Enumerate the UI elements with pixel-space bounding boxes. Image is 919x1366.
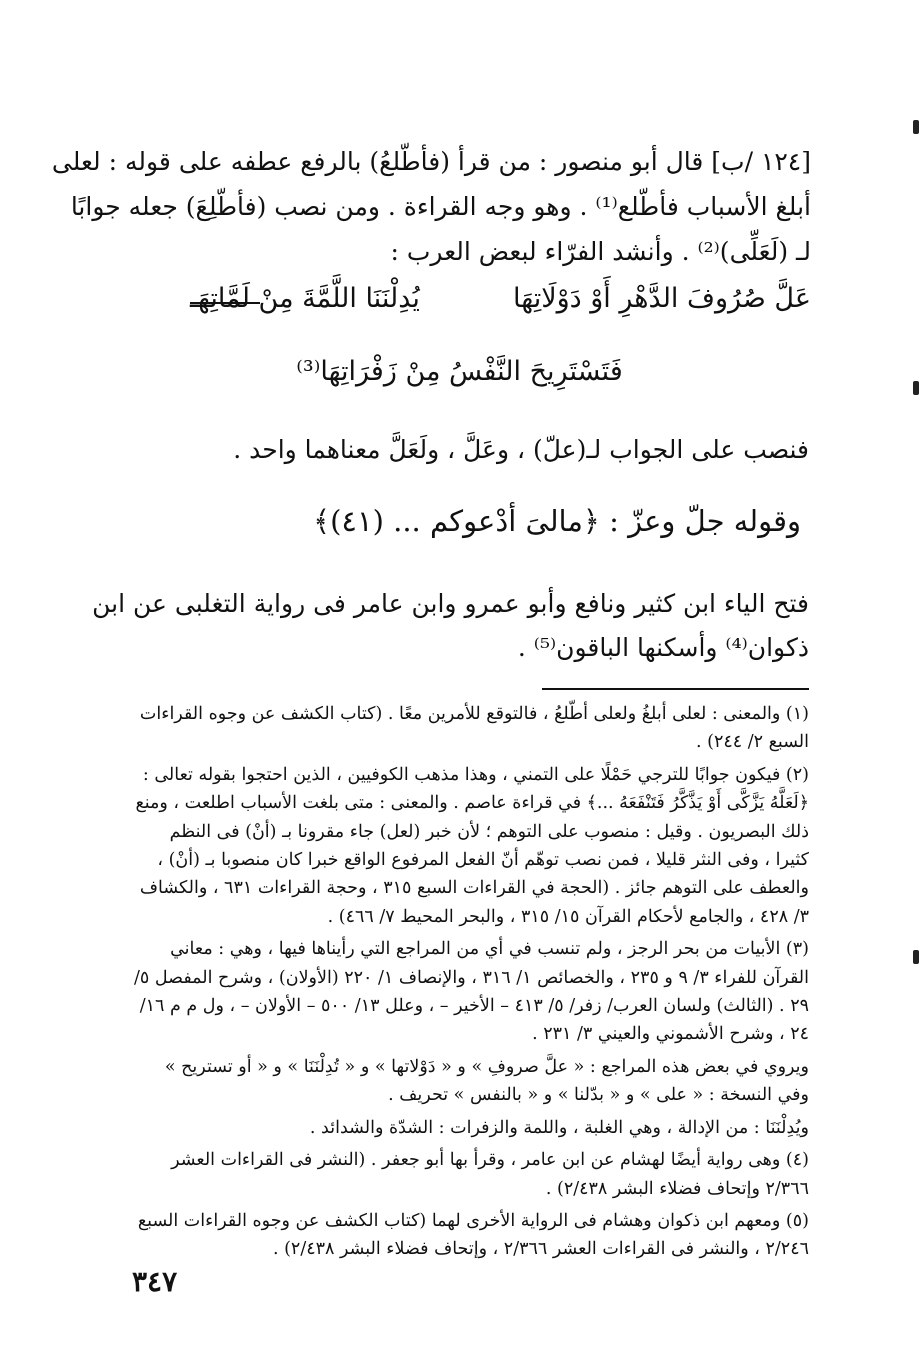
verse-1-first-hemistich: عَلَّ صُرُوفَ الدَّهْرِ أَوْ دَوْلَاتِهَا	[513, 283, 811, 314]
footnote-3-variants: ويروي في بعض هذه المراجع : « علَّ صروفِ » و « دَوْلاتها » و « تُدِلْنَنَا » و « أو تستريح » وفي النسخة : « على » و « بدّلنا » و « بالنفس » تحريف .	[164, 1056, 809, 1106]
verse-extension-line	[190, 302, 260, 304]
reading-line-1: فتح الياء ابن كثير ونافع وأبو عمرو وابن عامر فى رواية التغلبى عن ابن	[92, 589, 809, 618]
footnote-4: (٤) وهى رواية أيضًا لهشام عن ابن عامر ، وقرأ بها أبو جعفر . (النشر فى القراءات العشر ٢/٣٦٦ وإتحاف فضلاء البشر ٢/٤٣٨) .	[171, 1150, 809, 1199]
main-line-3: لـ (لَعَلِّى)⁽²⁾ . وأنشد الفرّاء لبعض العرب :	[390, 237, 811, 266]
quran-verse-heading: وقوله جلّ وعزّ : ﴿مالىَ أدْعوكم ... (٤١)﴾	[313, 504, 801, 538]
footnote-3: (٣) الأبيات من بحر الرجز ، ولم تنسب في أي من المراجع التي رأيناها فيها ، وهي : معاني القرآن للفراء ٣/ ٩ و ٢٣٥ ، والخصائص ١/ ٣١٦ ، والإنصاف ١/ ٢٢٠ (الأولان) ، وشرح المفصل ٥/ ٢٩ . (الثالث) ولسان العرب/ زفر/ ٥/ ٤١٣ – الأخير – ، وعلل ١٣/ ٥٠٠ – الأولان – ، ول م م ١٦/ ٢٤ ، وشرح الأشموني والعيني ٣/ ٢٣١ .	[134, 939, 809, 1045]
footnote-5: (٥) ومعهم ابن ذكوان وهشام فى الرواية الأخرى لهما (كتاب الكشف عن وجوه القراءات السبع ٢/٢٤٦ ، والنشر فى القراءات العشر ٢/٣٦٦ ، وإتحاف فضلاء البشر ٢/٤٣٨) .	[137, 1210, 809, 1260]
reading-line-2: ذكوان⁽⁴⁾ وأسكنها الباقون⁽⁵⁾ .	[517, 633, 809, 662]
footnote-1: (١) والمعنى : لعلى أبلغُ ولعلى أطّلعُ ، فالتوقع للأمرين معًا . (كتاب الكشف عن وجوه القراءات السبع ٢/ ٢٤٤) .	[139, 704, 809, 753]
main-line-1: [١٢٤ /ب] قال أبو منصور : من قرأ (فأطّلعُ) بالرفع عطفه على قوله : لعلى	[51, 147, 811, 176]
margin-mark	[913, 381, 919, 395]
main-line-2: أبلغ الأسباب فأطّلع⁽¹⁾ . وهو وجه القراءة . ومن نصب (فأطّلِعَ) جعله جوابًا	[70, 192, 811, 221]
footnote-separator	[542, 688, 809, 690]
verse-2: فَتَسْتَرِيحَ النَّفْسُ مِنْ زَفْرَاتِهَا⁽³⁾	[296, 356, 623, 387]
footnote-3-gloss: ويُدِلْنَنَا : من الإدالة ، وهي الغلبة ، واللمة والزفرات : الشدّة والشدائد .	[309, 1117, 809, 1138]
page-number: ٣٤٧	[132, 1265, 178, 1298]
margin-mark	[913, 950, 919, 964]
footnotes	[132, 700, 809, 1268]
main-paragraph	[51, 139, 811, 274]
footnote-2: (٢) فيكون جوابًا للترجي حَمْلًا على التمني ، وهذا مذهب الكوفيين ، الذين احتجوا بقوله تعالى : ﴿لَعَلَّهُ يَزَّكَّى أَوْ يَذَّكَّرُ فَتَنْفَعَهُ ...﴾ في قراءة عاصم . والمعنى : متى بلغت الأسباب اطلعت ، ومنع ذلك البصريون . وقيل : منصوب على التوهم ؛ لأن خبر (لعل) جاء مقرونا بـ (أنْ) فى النظم كثيرا ، وفى النثر قليلا ، فمن نصب توهّم أنّ الفعل المرفوع الواقع خبرا كان منصوبا بـ (أنْ) ، والعطف على التوهم جائز . (الحجة في القراءات السبع ٣١٥ ، وحجة القراءات ٦٣١ ، والكشاف ٣/ ٤٢٨ ، والجامع لأحكام القرآن ١٥/ ٣١٥ ، والبحر المحيط ٧/ ٤٦٦) .	[135, 764, 809, 927]
explanation-line: فنصب على الجواب لـ(علّ) ، وعَلَّ ، ولَعَلَّ معناهما واحد .	[233, 435, 809, 464]
reading-paragraph	[92, 582, 809, 670]
verse-1-second-hemistich: يُدِلْنَنَا اللَّمَّةَ مِنْ لَمَّاتِهَـ	[190, 283, 420, 314]
margin-mark	[913, 120, 919, 134]
